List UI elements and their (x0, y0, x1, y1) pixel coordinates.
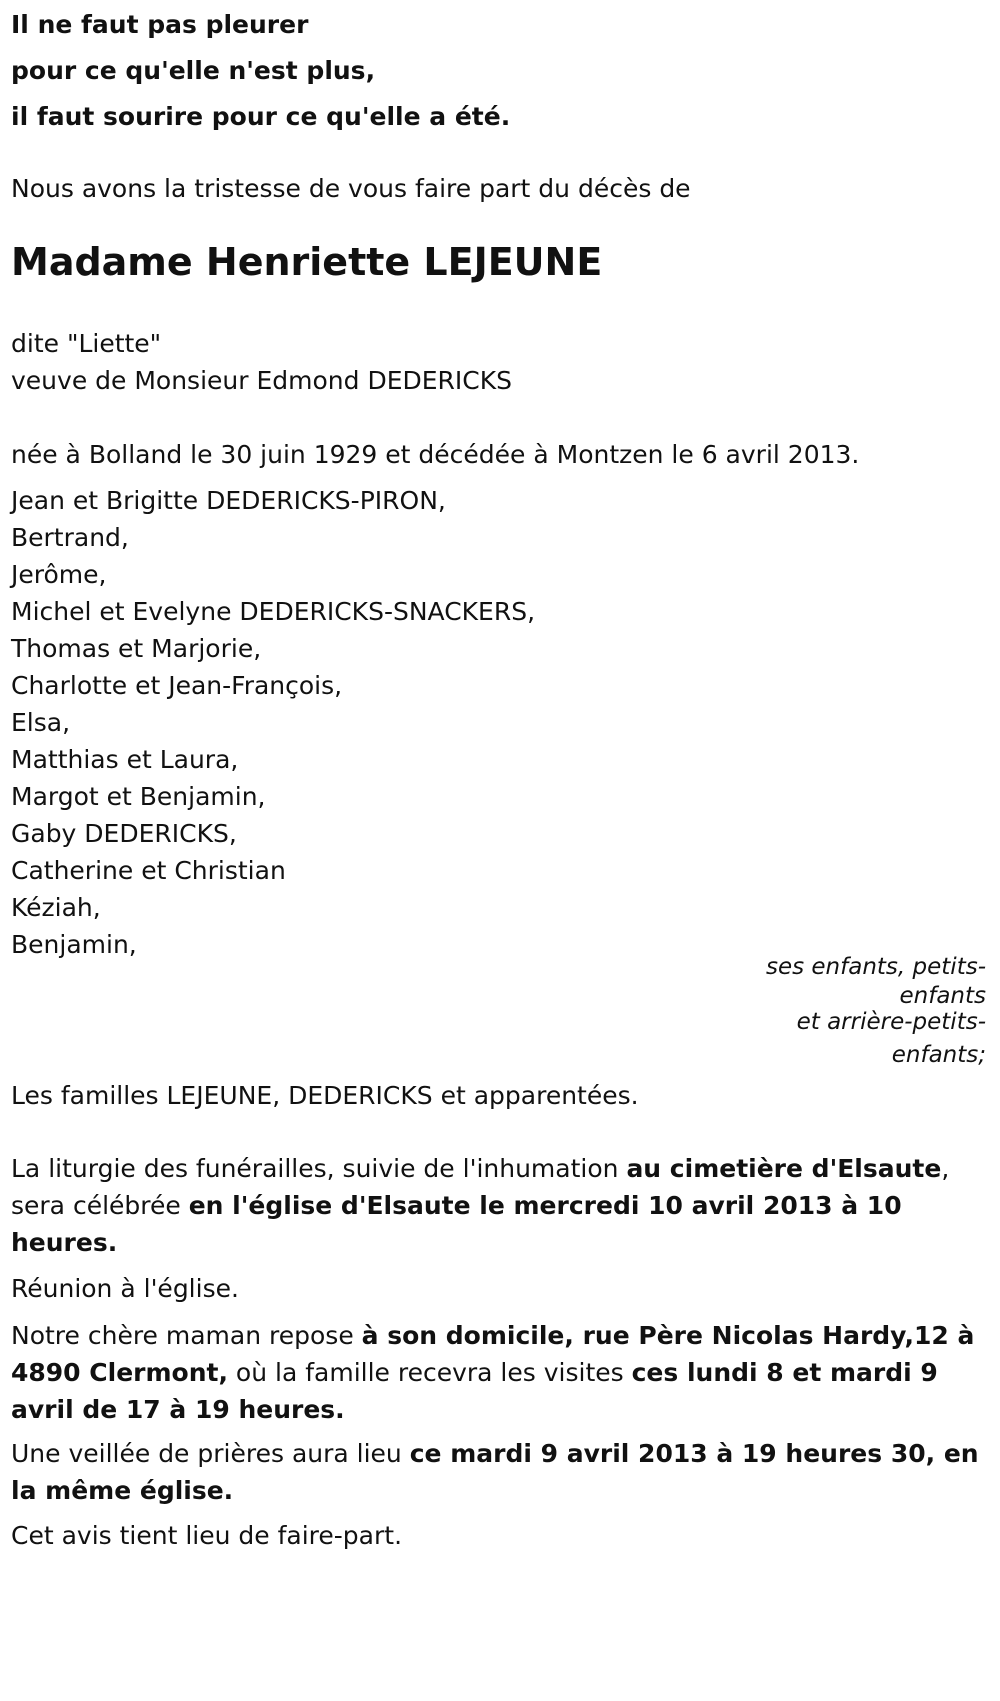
family-member: Catherine et Christian (11, 856, 286, 885)
family-member: Bertrand, (11, 523, 129, 552)
quote-line: Il ne faut pas pleurer (11, 10, 309, 39)
widow-of: veuve de Monsieur Edmond DEDERICKS (11, 366, 513, 395)
funeral-cemetery: au cimetière d'Elsaute (626, 1154, 942, 1183)
family-member: Matthias et Laura, (11, 745, 239, 774)
vigil-text: Une veillée de prières aura lieu (11, 1439, 410, 1468)
closing-text: Cet avis tient lieu de faire-part. (11, 1521, 403, 1550)
quote-line: il faut sourire pour ce qu'elle a été. (11, 102, 511, 131)
epitaph-quote (11, 2, 510, 140)
repose-paragraph (11, 1317, 986, 1428)
repose-address: à son domicile, rue Père Nicolas Hardy,12 à 4890 Clermont, (11, 1321, 975, 1387)
funeral-text: La liturgie des funérailles, suivie de l'inhumation (11, 1154, 627, 1183)
relation-caption (726, 950, 986, 1074)
intro-text: Nous avons la tristesse de vous faire part du décès de (11, 174, 691, 203)
funeral-text: sera célébrée (11, 1191, 189, 1220)
repose-text: Notre chère maman repose (11, 1321, 362, 1350)
relation-line: ses enfants, petits- (765, 954, 986, 980)
family-member: Kéziah, (11, 893, 101, 922)
families-text: Les familles LEJEUNE, DEDERICKS et apparentées. (11, 1081, 639, 1110)
family-member: Michel et Evelyne DEDERICKS-SNACKERS, (11, 597, 536, 626)
family-member: Gaby DEDERICKS, (11, 819, 237, 848)
family-member: Thomas et Marjorie, (11, 634, 262, 663)
family-member: Jerôme, (11, 560, 107, 589)
funeral-comma: , (941, 1154, 950, 1183)
birth-death: née à Bolland le 30 juin 1929 et décédée à Montzen le 6 avril 2013. (11, 440, 860, 469)
vigil-datetime: ce mardi 9 avril 2013 à 19 heures 30, en la même église. (11, 1439, 979, 1505)
visiting-hours: ces lundi 8 et mardi 9 avril de 17 à 19 heures. (11, 1358, 938, 1424)
funeral-church-date: en l'église d'Elsaute le mercredi 10 avril 2013 à 10 heures. (11, 1191, 902, 1257)
family-member: Charlotte et Jean-François, (11, 671, 343, 700)
deceased-details (11, 325, 512, 399)
funeral-paragraph (11, 1150, 986, 1261)
nickname: dite "Liette" (11, 329, 162, 358)
relation-line: et arrière-petits- (796, 1009, 986, 1035)
family-member: Margot et Benjamin, (11, 782, 266, 811)
family-list (11, 482, 535, 963)
deceased-name: Madame Henriette LEJEUNE (11, 240, 603, 284)
repose-text: où la famille recevra les visites (227, 1358, 632, 1387)
family-member: Jean et Brigitte DEDERICKS-PIRON, (11, 486, 446, 515)
family-member: Elsa, (11, 708, 71, 737)
reunion-text: Réunion à l'église. (11, 1274, 239, 1303)
family-member: Benjamin, (11, 930, 137, 959)
relation-line: enfants (899, 983, 986, 1009)
vigil-paragraph (11, 1435, 986, 1509)
quote-line: pour ce qu'elle n'est plus, (11, 56, 376, 85)
relation-line: enfants; (891, 1042, 986, 1068)
